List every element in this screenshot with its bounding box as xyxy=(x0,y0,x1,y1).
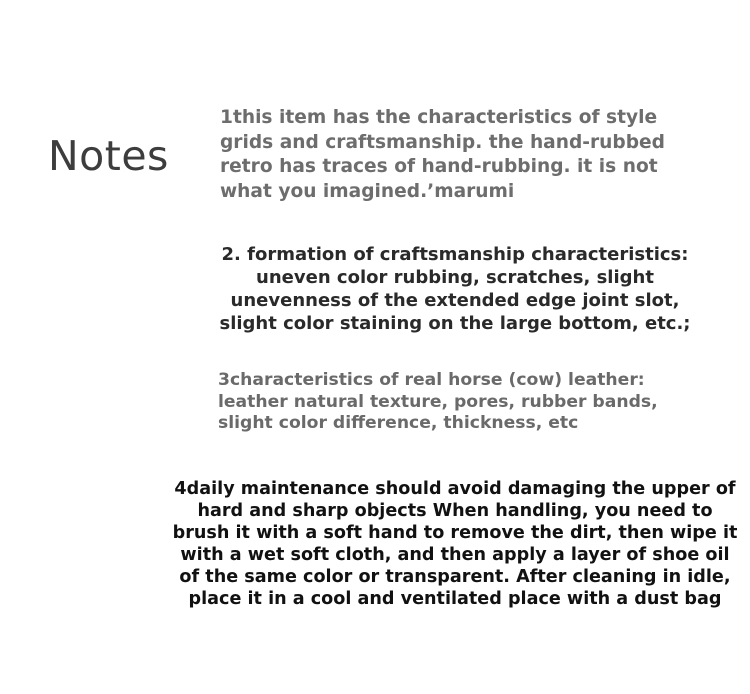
note-4-line: 4daily maintenance should avoid damaging the upper of xyxy=(174,479,736,499)
note-3-line: slight color difference, thickness, etc xyxy=(218,413,579,433)
note-4 xyxy=(170,478,740,610)
page-title: Notes xyxy=(48,132,169,180)
note-2-line: uneven color rubbing, scratches, slight xyxy=(256,267,654,288)
note-1-line: what you imagined.’marumi xyxy=(220,180,515,202)
note-4-line: place it in a cool and ventilated place with a dust bag xyxy=(188,589,722,609)
note-4-line: brush it with a soft hand to remove the dirt, then wipe it xyxy=(172,523,738,543)
note-3-line: leather natural texture, pores, rubber bands, xyxy=(218,391,658,412)
note-4-line: of the same color or transparent. After cleaning in idle, xyxy=(179,567,731,587)
note-4-line: hard and sharp objects When handling, you need to xyxy=(197,501,713,521)
note-2-line: 2. formation of craftsmanship characteristics: xyxy=(221,244,689,265)
note-1-line: 1this item has the characteristics of style xyxy=(220,107,658,128)
note-2-line: slight color staining on the large bottom, etc.; xyxy=(219,313,691,334)
note-4-line: with a wet soft cloth, and then apply a layer of shoe oil xyxy=(180,545,730,565)
note-3 xyxy=(218,370,658,435)
note-1 xyxy=(220,106,665,204)
note-2-line: unevenness of the extended edge joint slot, xyxy=(230,290,680,311)
note-1-line: grids and craftsmanship. the hand-rubbed xyxy=(220,131,665,153)
note-3-line: 3characteristics of real horse (cow) leather: xyxy=(218,370,645,390)
note-2 xyxy=(210,243,700,335)
note-1-line: retro has traces of hand-rubbing. it is not xyxy=(220,156,658,177)
